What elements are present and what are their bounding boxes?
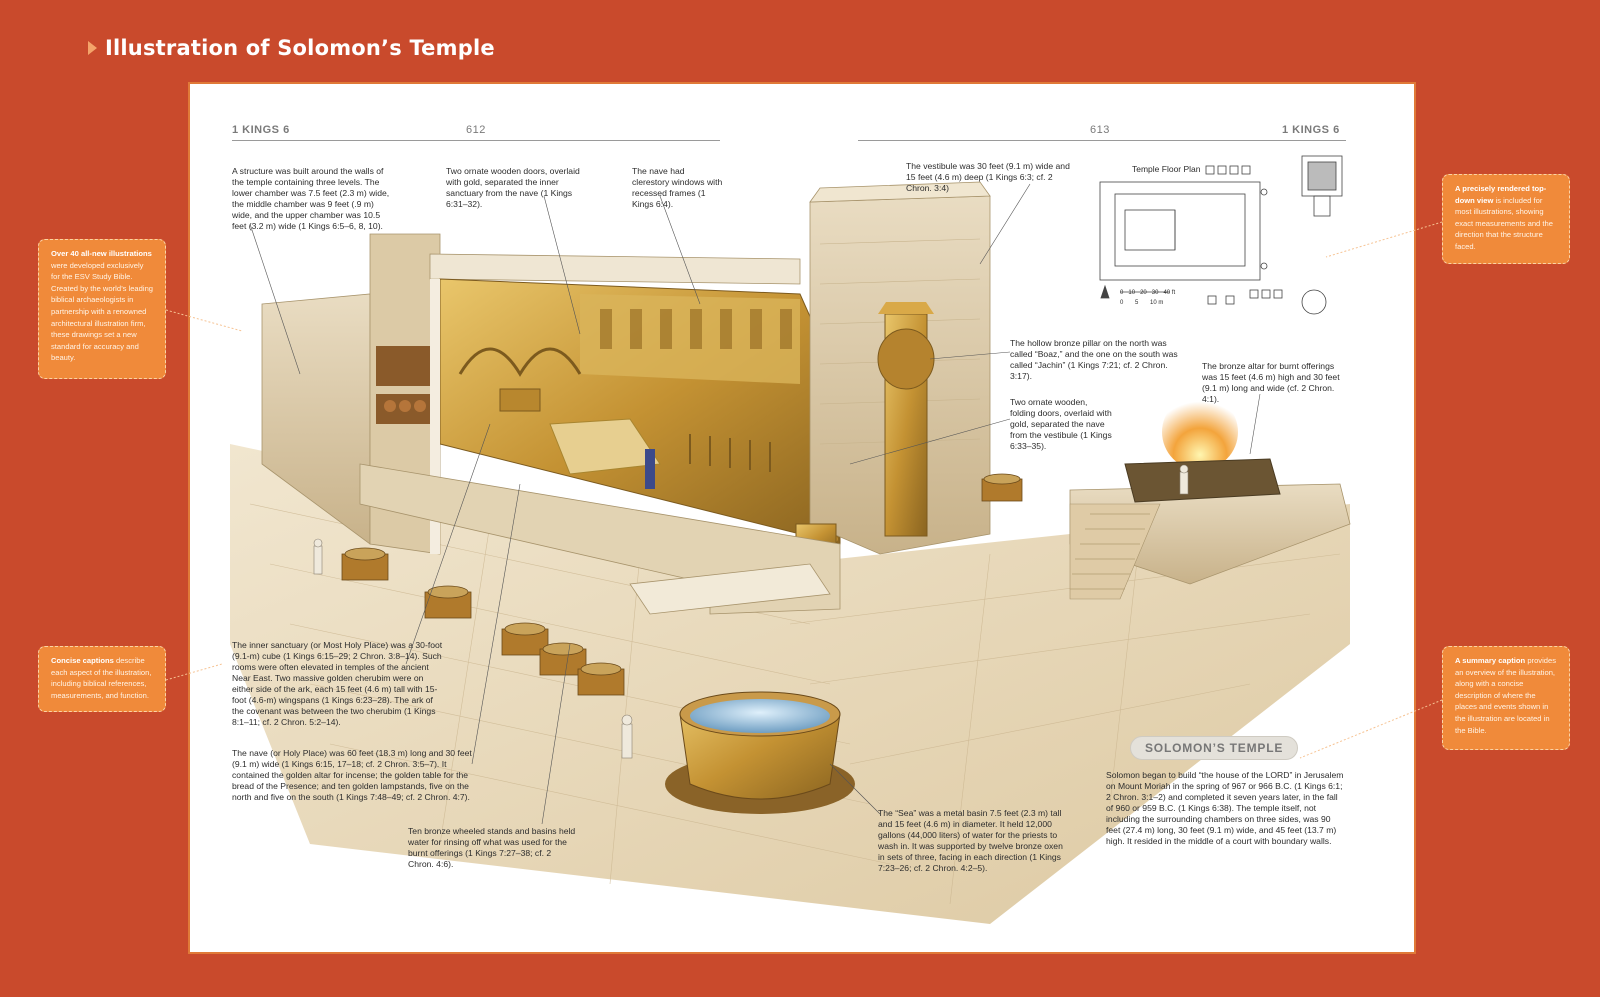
callout-text: provides an overview of the illustration, along with a concise description of where the places and events shown in the illustration are located in the Bible. <box>1455 656 1557 735</box>
callout-connector-dot <box>1296 756 1303 763</box>
callout-connector-dot <box>1320 255 1327 262</box>
callout-summary <box>1442 646 1570 750</box>
callout-bold: A summary caption <box>1455 656 1526 665</box>
caption-stands: Ten bronze wheeled stands and basins held water for rinsing off what was used for the burnt offerings (1 Kings 7:27–38; cf. 2 Chron. 4:6). <box>408 826 576 869</box>
caption-clerestory: The nave had clerestory windows with recessed frames (1 Kings 6:4). <box>632 166 723 209</box>
callout-text: describe each aspect of the illustration, including biblical references, measurements, and function. <box>51 656 152 700</box>
scale-label: 40 ft <box>1163 290 1176 296</box>
header-rule-left <box>232 140 720 141</box>
bronze-sea <box>665 692 855 814</box>
summary-heading: SOLOMON’S TEMPLE <box>1130 736 1298 760</box>
callout-top-down <box>1442 174 1570 264</box>
scale-label: 10 m <box>1150 300 1164 306</box>
scale-label: 30 <box>1151 290 1159 296</box>
callout-connector-dot <box>241 329 248 336</box>
caption-pillars: The hollow bronze pillar on the north was called “Boaz,” and the one on the south was called “Jachin” (1 Kings 7:21; cf. 2 Chron. 3:17). <box>1010 338 1178 381</box>
callout-connector-dot <box>222 660 229 667</box>
floor-plan-scale-metric <box>1120 298 1163 309</box>
page-title <box>88 36 495 60</box>
callout-text: were developed exclusively for the ESV Study Bible. Created by the world’s leading biblical archaeologists in partnership with a renowned architectural illustration firm, these drawings set a new standard for accuracy and beauty. <box>51 260 154 363</box>
page-number-left: 612 <box>466 124 486 136</box>
triangle-bullet-icon <box>88 41 97 55</box>
running-head-right: 1 KINGS 6 <box>1282 124 1340 136</box>
scale-label: 0 <box>1120 300 1124 306</box>
scale-label: 5 <box>1135 300 1139 306</box>
callout-illustrations <box>38 239 166 379</box>
vestibule <box>794 182 990 554</box>
callout-bold: A precisely rendered top-down view <box>1455 184 1547 205</box>
summary-text: Solomon began to build “the house of the LORD” in Jerusalem on Mount Moriah in the spring of 967 or 966 B.C. (1 Kings 6:1; 2 Chron. 3:1–2) and completed it seven years later, in the fall of 960 or 959 B.C. (1 Kings 6:38). The temple itself, not including the surrounding chambers on three sides, was 90 feet (27.4 m) long, 30 feet (9.1 m) wide, and 45 feet (13.7 m) high. It resided in the middle of a court with boundary walls. <box>1106 770 1344 846</box>
callout-text: is included for most illustrations, showing exact measurements and the direction that the structure faced. <box>1455 195 1553 251</box>
caption-nave: The nave (or Holy Place) was 60 feet (18.3 m) long and 30 feet (9.1 m) wide (1 Kings 6:15, 17–18; cf. 2 Chron. 3:5–7). It contained the golden altar for incense; the golden table for the bread of the Presence; and ten golden lampstands, five on the north and five on the south (1 Kings 7:48–49; cf. 2 Chron. 4:7). <box>232 748 472 802</box>
illustration-sheet <box>188 82 1416 954</box>
scale-label: 10 <box>1128 290 1136 296</box>
caption-inner-sanctuary: The inner sanctuary (or Most Holy Place) was a 30-foot (9.1-m) cube (1 Kings 6:15–29; 2 Chron. 3:8–14). Such rooms were often elevated in temples of the ancient Near East. Two massive golden cherubim were on either side of the ark, each 15 feet (4.6 m) tall with 15-foot (4.6-m) wingspans (1 Kings 6:23–28). The ark of the covenant was between the two cherubim (1 Kings 8:1–11; cf. 2 Chron. 5:2–14). <box>232 640 443 727</box>
page-title-text: Illustration of Solomon’s Temple <box>105 36 495 60</box>
scale-label: 0 <box>1120 290 1124 296</box>
caption-altar: The bronze altar for burnt offerings was 15 feet (4.6 m) high and 30 feet (9.1 m) long and wide (cf. 2 Chron. 4:1). <box>1202 361 1340 404</box>
caption-side-chambers: A structure was built around the walls of the temple containing three levels. The lower chamber was 7.5 feet (2.3 m) wide, the middle chamber was 9 feet (.9 m) wide, and the upper chamber was 10.5 feet (3.2 m) wide (1 Kings 6:5–6, 8, 10). <box>232 166 390 231</box>
callout-bold: Over 40 all-new illustrations <box>51 249 152 258</box>
caption-sea: The “Sea” was a metal basin 7.5 feet (2.3 m) tall and 15 feet (4.6 m) in diameter. It held 12,000 gallons (44,000 liters) of water for the priests to wash in. It was supported by twelve bronze oxen in sets of three, facing in each direction (1 Kings 7:23–26; cf. 2 Chron. 4:2–5). <box>878 808 1063 873</box>
running-head-left: 1 KINGS 6 <box>232 124 290 136</box>
floor-plan-title: Temple Floor Plan <box>1132 164 1201 174</box>
callout-bold: Concise captions <box>51 656 114 665</box>
caption-inner-doors: Two ornate wooden doors, overlaid with gold, separated the inner sanctuary from the nave (1 Kings 6:31–32). <box>446 166 580 209</box>
caption-vestibule: The vestibule was 30 feet (9.1 m) wide and 15 feet (4.6 m) deep (1 Kings 6:3; cf. 2 Chron. 3:4) <box>906 161 1070 193</box>
scale-label: 20 <box>1140 290 1147 296</box>
page-number-right: 613 <box>1090 124 1110 136</box>
callout-captions <box>38 646 166 712</box>
caption-folding-doors: Two ornate wooden, folding doors, overlaid with gold, separated the nave from the vestibule (1 Kings 6:33–35). <box>1010 397 1112 451</box>
header-rule-right <box>858 140 1346 141</box>
